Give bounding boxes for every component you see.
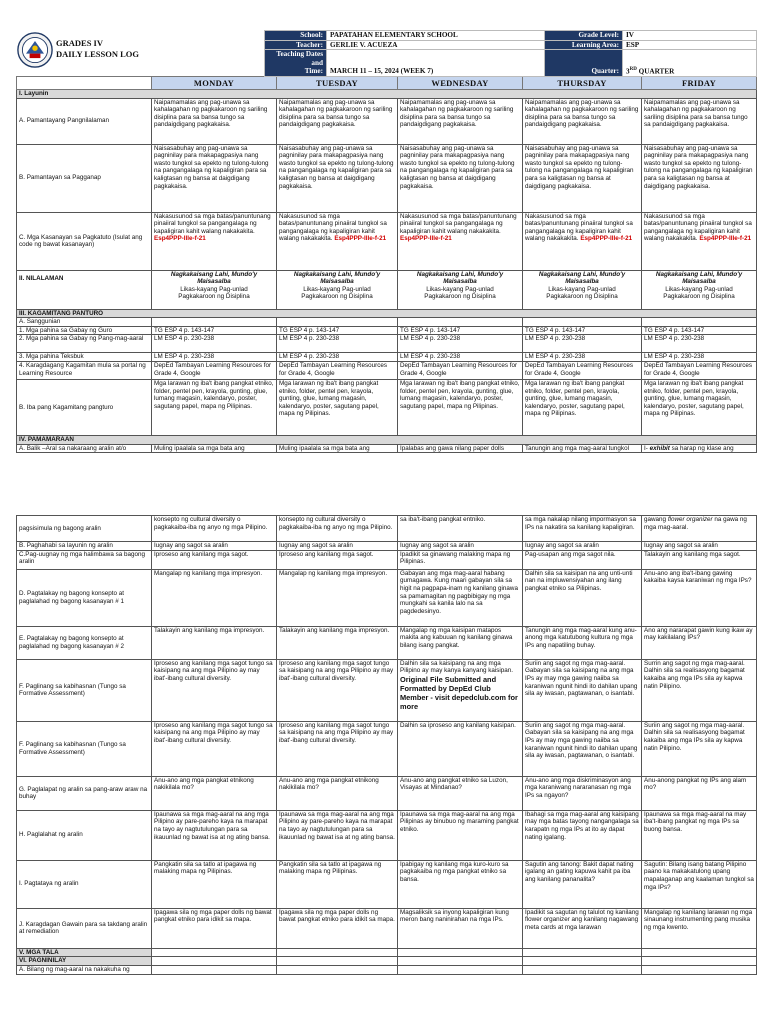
nil-line3: Pagkakaroon ng Disiplina	[301, 293, 373, 301]
cell-pg-tue: Anu-ano ang mga pangkat etnikong nakikilala mo?	[277, 776, 398, 810]
cell-nil-thu	[523, 270, 642, 309]
c-text: Nakasusunod sa mga batas/panuntunang pinaiiral tungkol sa pangangalaga ng kapaligiran kahit walang nakakakita.	[400, 212, 517, 235]
row-rb	[17, 379, 757, 435]
cell-r4-fri: DepEd Tambayan Learning Resources for Grade 4, Google	[642, 361, 757, 379]
nil-line2: Likas-kayang Pag-unlad	[426, 285, 494, 293]
cell-r2-tue: LM ESP 4 p. 230-238	[277, 335, 398, 353]
label-c: C. Mga Kasanayan sa Pagkatuto (Isulat ang code ng bawat kasanayan)	[17, 212, 152, 270]
cell-r2-mon: LM ESP 4 p. 230-238	[152, 335, 277, 353]
cell-pf-wed	[398, 659, 523, 721]
section-pagninilay-label: VI. PAGNINILAY	[17, 957, 152, 966]
cell-pf2-mon: Iproseso ang kanilang mga sagot tungo sa kaisipang na ang mga Pilipino ay may ibat'-ibang cultural diversity.	[152, 721, 277, 776]
cell-pf-mon: Iproseso ang kanilang mga sagot tungo sa kaisipang na ang mga Pilipino ay may ibat'-ibang cultural diversity.	[152, 659, 277, 721]
cell-pd-wed: Gabayan ang mga mag-aaral habang gumagawa. Kung maari gabayan sila sa higit na pagpapa-inam ng kanilang ginawa sa pamamagitan ng pagbibigay ng mga mungkahi sa kanila lalo na sa pagdedesinyo.	[398, 569, 523, 626]
bilang-tue	[277, 965, 398, 974]
row-pe	[17, 626, 757, 659]
cell-sang-thu	[523, 318, 642, 327]
document-title	[56, 38, 139, 60]
label-pa2: pagsisimula ng bagong aralin	[17, 516, 152, 542]
cell-c-fri	[642, 212, 757, 270]
nil-title: Nagkakaisang Lahi, Mundo'y Maisasalba	[416, 270, 504, 286]
cell-r4-mon: DepEd Tambayan Learning Resources for Grade 4, Google	[152, 361, 277, 379]
school-label: School:	[265, 31, 327, 41]
pag-tue	[277, 957, 398, 966]
cell-rb-tue: Mga larawan ng iba't ibang pangkat etniko, folder, pentel pen, krayola, gunting, glue, lumang magasin, kalendaryo, poster, sagutang papel, mapa ng Pilipinas.	[277, 379, 398, 435]
c-code: Esp4PPP-IIIe-f-21	[334, 235, 387, 243]
cell-nil-mon	[152, 270, 277, 309]
cell-r3-fri: LM ESP 4 p. 230-238	[642, 353, 757, 362]
cell-rb-fri: Mga larawan ng iba't ibang pangkat etniko, folder, pentel pen, krayola, gunting, glue, lumang magasin, kalendaryo, poster, sagutang papel, mapa ng Pilipinas.	[642, 379, 757, 435]
row-a	[17, 98, 757, 144]
cell-nil-tue	[277, 270, 398, 309]
cell-r4-tue: DepEd Tambayan Learning Resources for Grade 4, Google	[277, 361, 398, 379]
nil-line2: Likas-kayang Pag-unlad	[180, 285, 248, 293]
cell-c-mon	[152, 212, 277, 270]
row-pf2	[17, 721, 757, 776]
cell-pa-tue: Muling ipaalala sa mga bata ang	[277, 444, 398, 453]
cell-b-mon: Naisasabuhay ang pag-unawa sa pagninilay para makapagpasiya nang wasto tungkol sa epekto ng tulong-tulong na pangangalaga ng kapaligiran para sa kaligtasan ng bansa at daigdigang pagkakaisa.	[152, 144, 277, 212]
label-r2: 2. Mga pahina sa Gabay ng Pang-mag-aaral	[17, 335, 152, 353]
row-pa2	[17, 516, 757, 542]
cell-pb-thu: Iugnay ang sagot sa aralin	[523, 542, 642, 551]
cell-pi-thu: Sagutin ang tanong: Bakit dapat nating igalang an gating kapuwa kahit pa iba ang kanilang pananalita?	[523, 860, 642, 908]
quarter-sup: RD	[629, 66, 637, 72]
day-tuesday: TUESDAY	[277, 77, 398, 90]
label-bilang: A. Bilang ng mag-aaral na nakakuha ng	[17, 965, 152, 974]
cell-a-mon: Naipamamalas ang pag-unawa sa kahalagahan ng pagkakaroon ng sariling disiplina para sa bansa tungo sa pandaigdigang pagkakaisa.	[152, 98, 277, 144]
bilang-wed	[398, 965, 523, 974]
cell-pe-mon: Talakayin ang kanilang mga impresyon.	[152, 626, 277, 659]
cell-sang-fri	[642, 318, 757, 327]
cell-ph-tue: Ipaunawa sa mga mag-aaral na ang mga Pilipino ay pare-pareho kaya na marapat na tayo ay nagtutulungan para sa ikauunlad ng bawat isa at ng ating bansa.	[277, 810, 398, 860]
cell-pa-fri	[642, 444, 757, 453]
c-text: Nakasusunod sa mga batas/panuntunang pinaiiral tungkol sa pangangalaga ng kapaligiran kahit walang nakakakita.	[279, 212, 387, 243]
cell-pg-mon: Anu-ano ang mga pangkat etnikong nakikilala mo?	[152, 776, 277, 810]
label-pe: E. Pagtalakay ng bagong konsepto at paglalahad ng bagong kasanayan # 2	[17, 626, 152, 659]
cell-pb-wed: Iugnay ang sagot sa aralin	[398, 542, 523, 551]
label-pc: C.Pag-uugnay ng mga halimbawa sa bagong aralin	[17, 550, 152, 569]
row-r4	[17, 361, 757, 379]
day-header-blank	[17, 77, 152, 90]
pf-wed-text: Dalhin sila sa kaisipang na ang mga Pilipino ay may kanya kanyang kaisipan.	[400, 659, 514, 675]
day-friday: FRIDAY	[642, 77, 757, 90]
cell-c-tue	[277, 212, 398, 270]
cell-pb-mon: Iugnay ang sagot sa aralin	[152, 542, 277, 551]
cell-pg-fri: Anu-anong pangkat ng IPs ang alam mo?	[642, 776, 757, 810]
pag-thu	[523, 957, 642, 966]
cell-rb-thu: Mga larawan ng iba't ibang pangkat etniko, folder, pentel pen, krayola, gunting, glue, lumang magasin, kalendaryo, poster, sagutang papel, mapa ng Pilipinas.	[523, 379, 642, 435]
cell-c-thu	[523, 212, 642, 270]
label-pf: F. Paglinang sa kabihasnan (Tungo sa Formative Assessment)	[17, 659, 152, 721]
cell-r1-wed: TG ESP 4 p. 143-147	[398, 326, 523, 335]
cell-pa2-wed: sa iba't-ibang pangkat entniko.	[398, 516, 523, 542]
nil-title: Nagkakaisang Lahi, Mundo'y Maisasalba	[538, 270, 626, 286]
nil-line2: Likas-kayang Pag-unlad	[665, 285, 733, 293]
cell-pj-fri: Mangalap ng kanilang larawan ng mga sinaunang instrumenting pang musika ng mga kwento.	[642, 908, 757, 948]
cell-pb-tue: Iugnay ang sagot sa aralin	[277, 542, 398, 551]
teacher-value: GERLIE V. ACUEZA	[327, 40, 545, 50]
cell-pf2-thu: Suriin ang sagot ng mga mag-aaral. Gabayan sila sa kaisipang na ang mga IPs ay may mga gawing naiiba sa karaniwan ngunit hindi ito dahilan upang sila ay iwasan, pagtawanan, o isantabi.	[523, 721, 642, 776]
cell-pa2-fri	[642, 516, 757, 542]
cell-r4-thu: DepEd Tambayan Learning Resources for Grade 4, Google	[523, 361, 642, 379]
cell-pf-thu: Suriin ang sagot ng mga mag-aaral. Gabayan sila sa kaisipang na ang mga IPs ay may mga gawing naiiba sa karaniwan ngunit hindi ito dahilan upang sila ay iwasan, pagtawanan, o isantabi.	[523, 659, 642, 721]
label-r4: 4. Karagdagang Kagamitan mula sa portal ng Learning Resource	[17, 361, 152, 379]
dates-label	[265, 50, 327, 77]
cell-pf2-fri: Suriin ang sagot ng mga mag-aaral. Dalhin sila sa realisasyong bagamat kakaiba ang mga IPs sila ay kapwa natin Pilipino.	[642, 721, 757, 776]
cell-pc-fri: Talakayin ang kanilang mga sagot.	[642, 550, 757, 569]
label-a: A. Pamantayang Pangnilalaman	[17, 98, 152, 144]
cell-pf2-wed: Dalhin sa iproseso ang kanilang kaisipan.	[398, 721, 523, 776]
section-mga-tala	[17, 948, 757, 957]
depedclub-note: Original File Submitted and Formatted by DepEd Club Member - visit depedclub.com for more	[400, 674, 518, 711]
cell-pj-tue: Ipagawa sila ng mga paper dolls ng bawat pangkat etniko para idikit sa mapa.	[277, 908, 398, 948]
c-text: Nakasusunod sa mga batas/panuntunang pinaiiral tungkol sa pangangalaga ng kapaligiran kahit walang nakakakita.	[525, 212, 633, 243]
quarter-num: 3	[626, 67, 630, 76]
tala-tue	[277, 948, 398, 957]
tala-mon	[152, 948, 277, 957]
tala-thu	[523, 948, 642, 957]
cell-b-thu: Naisasabuhay ang pag-unawa sa pagninilay para makapagpasiya nang wasto tungkol sa epekto ng tulong-tulong na pangangalaga ng kapaligiran para sa kaligtasan ng bansa at daigdigang pagkakaisa.	[523, 144, 642, 212]
pa2-fri-em: flower organizer	[667, 516, 713, 524]
cell-r3-wed: LM ESP 4 p. 230-238	[398, 353, 523, 362]
cell-pj-wed: Magsaliksik sa inyong kapaligiran kung meron bang naninirahan na mga IPs.	[398, 908, 523, 948]
grade-label: Grade Level:	[545, 31, 623, 41]
lesson-table-bottom	[16, 515, 757, 974]
cell-pc-mon: Iproseso ang kanilang mga sagot.	[152, 550, 277, 569]
section-mga-tala-label: V. MGA TALA	[17, 948, 152, 957]
nil-title: Nagkakaisang Lahi, Mundo'y Maisasalba	[293, 270, 381, 286]
cell-r1-mon: TG ESP 4 p. 143-147	[152, 326, 277, 335]
cell-ph-wed: Ipaunawa sa mga mag-aaral na ang mga Pilipinas ay binubuo ng maraming pangkat etniko.	[398, 810, 523, 860]
deped-seal-icon	[17, 32, 53, 68]
cell-pj-mon: Ipagawa sila ng mga paper dolls ng bawat pangkat etniko para idikit sa mapa.	[152, 908, 277, 948]
lesson-table-top	[16, 76, 757, 453]
cell-pi-mon: Pangkatin sila sa tatlo at ipagawa ng malaking mapa ng Pilipinas.	[152, 860, 277, 908]
cell-pa-mon: Muling ipaalala sa mga bata ang	[152, 444, 277, 453]
cell-a-wed: Naipamamalas ang pag-unawa sa kahalagahan ng pagkakaroon ng sariling disiplina para sa bansa tungo sa pandaigdigang pagkakaisa.	[398, 98, 523, 144]
pag-fri	[642, 957, 757, 966]
label-b: B. Pamantayan sa Pagganap	[17, 144, 152, 212]
bilang-mon	[152, 965, 277, 974]
cell-ph-thu: Ibahagi sa mga mag-aaral ang kaisipang may mga batas tayong nangangalaga sa karapatn ng mga IPs at ito ay dapat nating igalang.	[523, 810, 642, 860]
cell-pc-thu: Pag-usapan ang mga sagot nila.	[523, 550, 642, 569]
row-pj	[17, 908, 757, 948]
cell-pj-thu: Ipadikit sa sagutan ng talulot ng kanilang flower organizer ang kanilang nagawang meta cards at mga larawan	[523, 908, 642, 948]
section-layunin-label: I. Layunin	[17, 90, 757, 99]
quarter-label: Quarter:	[545, 50, 623, 77]
nil-line2: Likas-kayang Pag-unlad	[548, 285, 616, 293]
label-pd: D. Pagtalakay ng bagong konsepto at paglalahad ng bagong kasanayan # 1	[17, 569, 152, 626]
cell-sang-wed	[398, 318, 523, 327]
cell-pi-wed: Ipabigay ng kanilang mga kuro-kuro sa pagkakaiba ng mga pangkat etniko sa bansa.	[398, 860, 523, 908]
dates-label-1: Teaching Dates and	[276, 50, 323, 67]
section-pamamaraan-label: IV. PAMAMARAAN	[17, 435, 757, 444]
header-area	[16, 0, 756, 76]
row-pb	[17, 542, 757, 551]
pa2-fri-post: na gawa ng mga mag-aaral.	[644, 516, 747, 531]
row-pa	[17, 444, 757, 453]
cell-pi-tue: Pangkatin sila sa tatlo at ipagawa ng malaking mapa ng Pilipinas.	[277, 860, 398, 908]
bilang-fri	[642, 965, 757, 974]
cell-a-fri: Naipamamalas ang pag-unawa sa kahalagahan ng pagkakaroon ng sariling disiplina para sa bansa tungo sa pandaigdigang pagkakaisa.	[642, 98, 757, 144]
c-text: Nakasusunod sa mga batas/panuntunang pinaiiral tungkol sa pangangalaga ng kapaligiran kahit walang nakakakita.	[154, 212, 271, 235]
quarter-value	[623, 50, 757, 77]
label-pj: J. Karagdagan Gawain para sa takdang aralin at remediation	[17, 908, 152, 948]
label-nilalaman: II. NILALAMAN	[17, 270, 152, 309]
day-header-row	[17, 77, 757, 90]
c-code: Esp4PPP-IIIe-f-21	[699, 235, 752, 243]
cell-pe-thu: Tanungin ang mga mag-aaral kung anu-anong mga katutubong kultura ng mga IPs ang napatiling buhay.	[523, 626, 642, 659]
cell-pa-thu: Tanungin ang mga mag-aaral tungkol	[523, 444, 642, 453]
title-line-1: GRADES IV	[56, 38, 103, 48]
row-nilalaman	[17, 270, 757, 309]
dates-label-2: Time:	[304, 67, 323, 76]
nil-line3: Pagkakaroon ng Disiplina	[663, 293, 735, 301]
cell-b-tue: Naisasabuhay ang pag-unawa sa pagninilay para makapagpasiya nang wasto tungkol sa epekto ng tulong-tulong na pangangalaga ng kapaligiran para sa kaligtasan ng bansa at daigdigang pagkakaisa.	[277, 144, 398, 212]
row-pd	[17, 569, 757, 626]
row-pi	[17, 860, 757, 908]
cell-sang-mon	[152, 318, 277, 327]
cell-nil-wed	[398, 270, 523, 309]
info-table	[264, 30, 757, 77]
pag-mon	[152, 957, 277, 966]
cell-r2-fri: LM ESP 4 p. 230-238	[642, 335, 757, 353]
area-value: ESP	[623, 40, 757, 50]
label-pi: I. Pagtataya ng aralin	[17, 860, 152, 908]
cell-pg-wed: Anu-ano ang pangkat etniko sa Luzon, Visayas at Mindanao?	[398, 776, 523, 810]
nil-line2: Likas-kayang Pag-unlad	[303, 285, 371, 293]
label-ph: H. Paglalahat ng aralin	[17, 810, 152, 860]
c-text: Nakasusunod sa mga batas/panuntunang pinaiiral tungkol sa pangangalaga ng kapaligiran kahit walang nakakakita.	[644, 212, 752, 243]
page-break-gap	[16, 453, 756, 515]
cell-ph-fri: Ipaunawa sa mga mag-aaral na may iba't-ibang pangkat ng mga IPs sa buong bansa.	[642, 810, 757, 860]
cell-pf-tue: Iproseso ang kanilang mga sagot tungo sa kaisipang na ang mga Pilipino ay may ibat'-ibang cultural diversity.	[277, 659, 398, 721]
pa-fri-pre: I-	[644, 444, 650, 452]
cell-c-wed	[398, 212, 523, 270]
cell-a-tue: Naipamamalas ang pag-unawa sa kahalagahan ng pagkakaroon ng sariling disiplina para sa bansa tungo sa pandaigdigang pagkakaisa.	[277, 98, 398, 144]
school-value: PAPATAHAN ELEMENTARY SCHOOL	[327, 31, 545, 41]
row-pf	[17, 659, 757, 721]
cell-pa-wed: Ipalabas ang gawa nilang paper dolls	[398, 444, 523, 453]
row-r3	[17, 353, 757, 362]
nil-title: Nagkakaisang Lahi, Mundo'y Maisasalba	[655, 270, 743, 286]
row-pc	[17, 550, 757, 569]
row-ph	[17, 810, 757, 860]
c-code: Esp4PPP-IIIe-f-21	[400, 235, 452, 243]
cell-rb-wed: Mga larawan ng iba't ibang pangkat etniko, folder, pentel pen, krayola, gunting, glue, lumang magasin, kalendaryo, poster, sagutang papel, mapa ng Pilipinas.	[398, 379, 523, 435]
cell-pa2-thu: sa mga nakalap nilang impormasyon sa IPs na nakatira sa kanilang kapaligiran.	[523, 516, 642, 542]
cell-pd-thu: Dalhin sila sa kaisipan na ang unti-unti nan na impluwensiyahan ang ilang pangkat etniko sa Pilipinas.	[523, 569, 642, 626]
section-kagamitang	[17, 309, 757, 318]
section-pamamaraan	[17, 435, 757, 444]
cell-b-fri: Naisasabuhay ang pag-unawa sa pagninilay para makapagpasiya nang wasto tungkol sa epekto ng tulong-tulong na pangangalaga ng kapaligiran para sa kaligtasan ng bansa at daigdigang pagkakaisa.	[642, 144, 757, 212]
row-r1	[17, 326, 757, 335]
section-kagamitang-label: III. KAGAMITANG PANTURO	[17, 309, 757, 318]
row-b	[17, 144, 757, 212]
pa-fri-post: sa harap ng klase ang	[669, 444, 734, 452]
day-monday: MONDAY	[152, 77, 277, 90]
row-bilang	[17, 965, 757, 974]
cell-r2-wed: LM ESP 4 p. 230-238	[398, 335, 523, 353]
cell-pd-tue: Mangalap ng kanilang mga impresyon.	[277, 569, 398, 626]
label-sanggunian: A. Sanggunian	[17, 318, 152, 327]
cell-nil-fri	[642, 270, 757, 309]
nil-line3: Pagkakaroon ng Disiplina	[546, 293, 618, 301]
day-wednesday: WEDNESDAY	[398, 77, 523, 90]
section-pagninilay	[17, 957, 757, 966]
c-code: Esp4PPP-IIIe-f-21	[580, 235, 633, 243]
area-label: Learning Area:	[545, 40, 623, 50]
label-pb: B. Paghahabi sa layunin ng aralin	[17, 542, 152, 551]
cell-r1-tue: TG ESP 4 p. 143-147	[277, 326, 398, 335]
quarter-word: QUARTER	[636, 67, 675, 76]
cell-pg-thu: Anu-ano ang mga diskriminasyon ang mga karaniwang nararanasan ng mga IPs sa ngayon?	[523, 776, 642, 810]
lesson-log-page	[16, 0, 756, 975]
cell-pe-fri: Ano ang nararapat gawin kung ikaw ay may kakilalang IPs?	[642, 626, 757, 659]
tala-wed	[398, 948, 523, 957]
cell-r3-thu: LM ESP 4 p. 230-238	[523, 353, 642, 362]
row-pg	[17, 776, 757, 810]
c-code: Esp4PPP-IIIe-f-21	[154, 235, 206, 243]
label-rb: B. Iba pang Kagamitang pangturo	[17, 379, 152, 435]
day-thursday: THURSDAY	[523, 77, 642, 90]
pag-wed	[398, 957, 523, 966]
label-r3: 3. Mga pahina Teksbuk	[17, 353, 152, 362]
label-r1: 1. Mga pahina sa Gabay ng Guro	[17, 326, 152, 335]
grade-value: IV	[623, 31, 757, 41]
row-r2	[17, 335, 757, 353]
tala-fri	[642, 948, 757, 957]
cell-r3-tue: LM ESP 4 p. 230-238	[277, 353, 398, 362]
cell-pa2-tue: konsepto ng cultural diversity o pagkakaiba-iba ng anyo ng mga Pilipino.	[277, 516, 398, 542]
cell-sang-tue	[277, 318, 398, 327]
label-pf2: F. Paglinang sa kabihasnan (Tungo sa Formative Assessment)	[17, 721, 152, 776]
cell-b-wed: Naisasabuhay ang pag-unawa sa pagninilay para makapagpasiya nang wasto tungkol sa epekto ng tulong-tulong na pangangalaga ng kapaligiran para sa kaligtasan ng bansa at daigdigang pagkakaisa.	[398, 144, 523, 212]
pa-fri-em: exhibit	[649, 444, 670, 452]
cell-pf-fri: Surrin ang sagot ng mga mag-aaral. Dalhin sila sa realisasyong bagamat kakaiba ang mga IPs sila ay kapwa natin Pilipino.	[642, 659, 757, 721]
teacher-label: Teacher:	[265, 40, 327, 50]
label-pg: G. Paglalapat ng aralin sa pang-araw araw na buhay	[17, 776, 152, 810]
cell-pd-mon: Mangalap ng kanilang mga impresyon.	[152, 569, 277, 626]
row-sanggunian	[17, 318, 757, 327]
label-pa: A. Balik –Aral sa nakaraang aralin at/o	[17, 444, 152, 453]
cell-pc-wed: Ipadikit sa ginawang malaking mapa ng Pilipinas.	[398, 550, 523, 569]
cell-pi-fri: Sagutin: Bilang isang batang Pilipino paano ka makakatulong upang mapalaganap ang kaalaman tungkol sa mga IPs?	[642, 860, 757, 908]
cell-rb-mon: Mga larawan ng iba't ibang pangkat etniko, folder, pentel pen, krayola, gunting, glue, lumang magasin, kalendaryo, poster, sagutang papel, mapa ng Pilipinas.	[152, 379, 277, 435]
title-line-2: DAILY LESSON LOG	[56, 49, 139, 59]
bilang-thu	[523, 965, 642, 974]
row-c	[17, 212, 757, 270]
cell-r2-thu: LM ESP 4 p. 230-238	[523, 335, 642, 353]
cell-ph-mon: Ipaunawa sa mga mag-aaral na ang mga Pilipino ay pare-pareho kaya na marapat na tayo ay nagtutulungan para sa ikauunlad ng bawat isa at ng ating bansa.	[152, 810, 277, 860]
cell-r1-fri: TG ESP 4 p. 143-147	[642, 326, 757, 335]
cell-pd-fri: Anu-ano ang iba't-ibang gawing kakaiba kaysa karaniwan ng mga IPs?	[642, 569, 757, 626]
cell-pa2-mon: konsepto ng cultural diversity o pagkakaiba-iba ng anyo ng mga Pilipino.	[152, 516, 277, 542]
cell-pe-wed: Mangalap ng mga kaisipan matapos makita ang kabuuan ng kanilang ginawa bilang isang pangkat.	[398, 626, 523, 659]
dates-value: MARCH 11 – 15, 2024 (WEEK 7)	[327, 50, 545, 77]
cell-pe-tue: Talakayin ang kanilang mga impresyon.	[277, 626, 398, 659]
nil-title: Nagkakaisang Lahi, Mundo'y Maisasalba	[170, 270, 258, 286]
nil-line3: Pagkakaroon ng Disiplina	[178, 293, 250, 301]
section-layunin	[17, 90, 757, 99]
cell-pc-tue: Iproseso ang kanilang mga sagot.	[277, 550, 398, 569]
cell-r1-thu: TG ESP 4 p. 143-147	[523, 326, 642, 335]
nil-line3: Pagkakaroon ng Disiplina	[424, 293, 496, 301]
pa2-fri-pre: gawang	[644, 516, 668, 524]
cell-r3-mon: LM ESP 4 p. 230-238	[152, 353, 277, 362]
cell-pb-fri: Iugnay ang sagot sa aralin	[642, 542, 757, 551]
cell-r4-wed: DepEd Tambayan Learning Resources for Grade 4, Google	[398, 361, 523, 379]
cell-a-thu: Naipamamalas ang pag-unawa sa kahalagahan ng pagkakaroon ng sariling disiplina para sa bansa tungo sa pandaigdigang pagkakaisa.	[523, 98, 642, 144]
cell-pf2-tue: Iproseso ang kanilang mga sagot tungo sa kaisipang na ang mga Pilipino ay may ibat'-ibang cultural diversity.	[277, 721, 398, 776]
